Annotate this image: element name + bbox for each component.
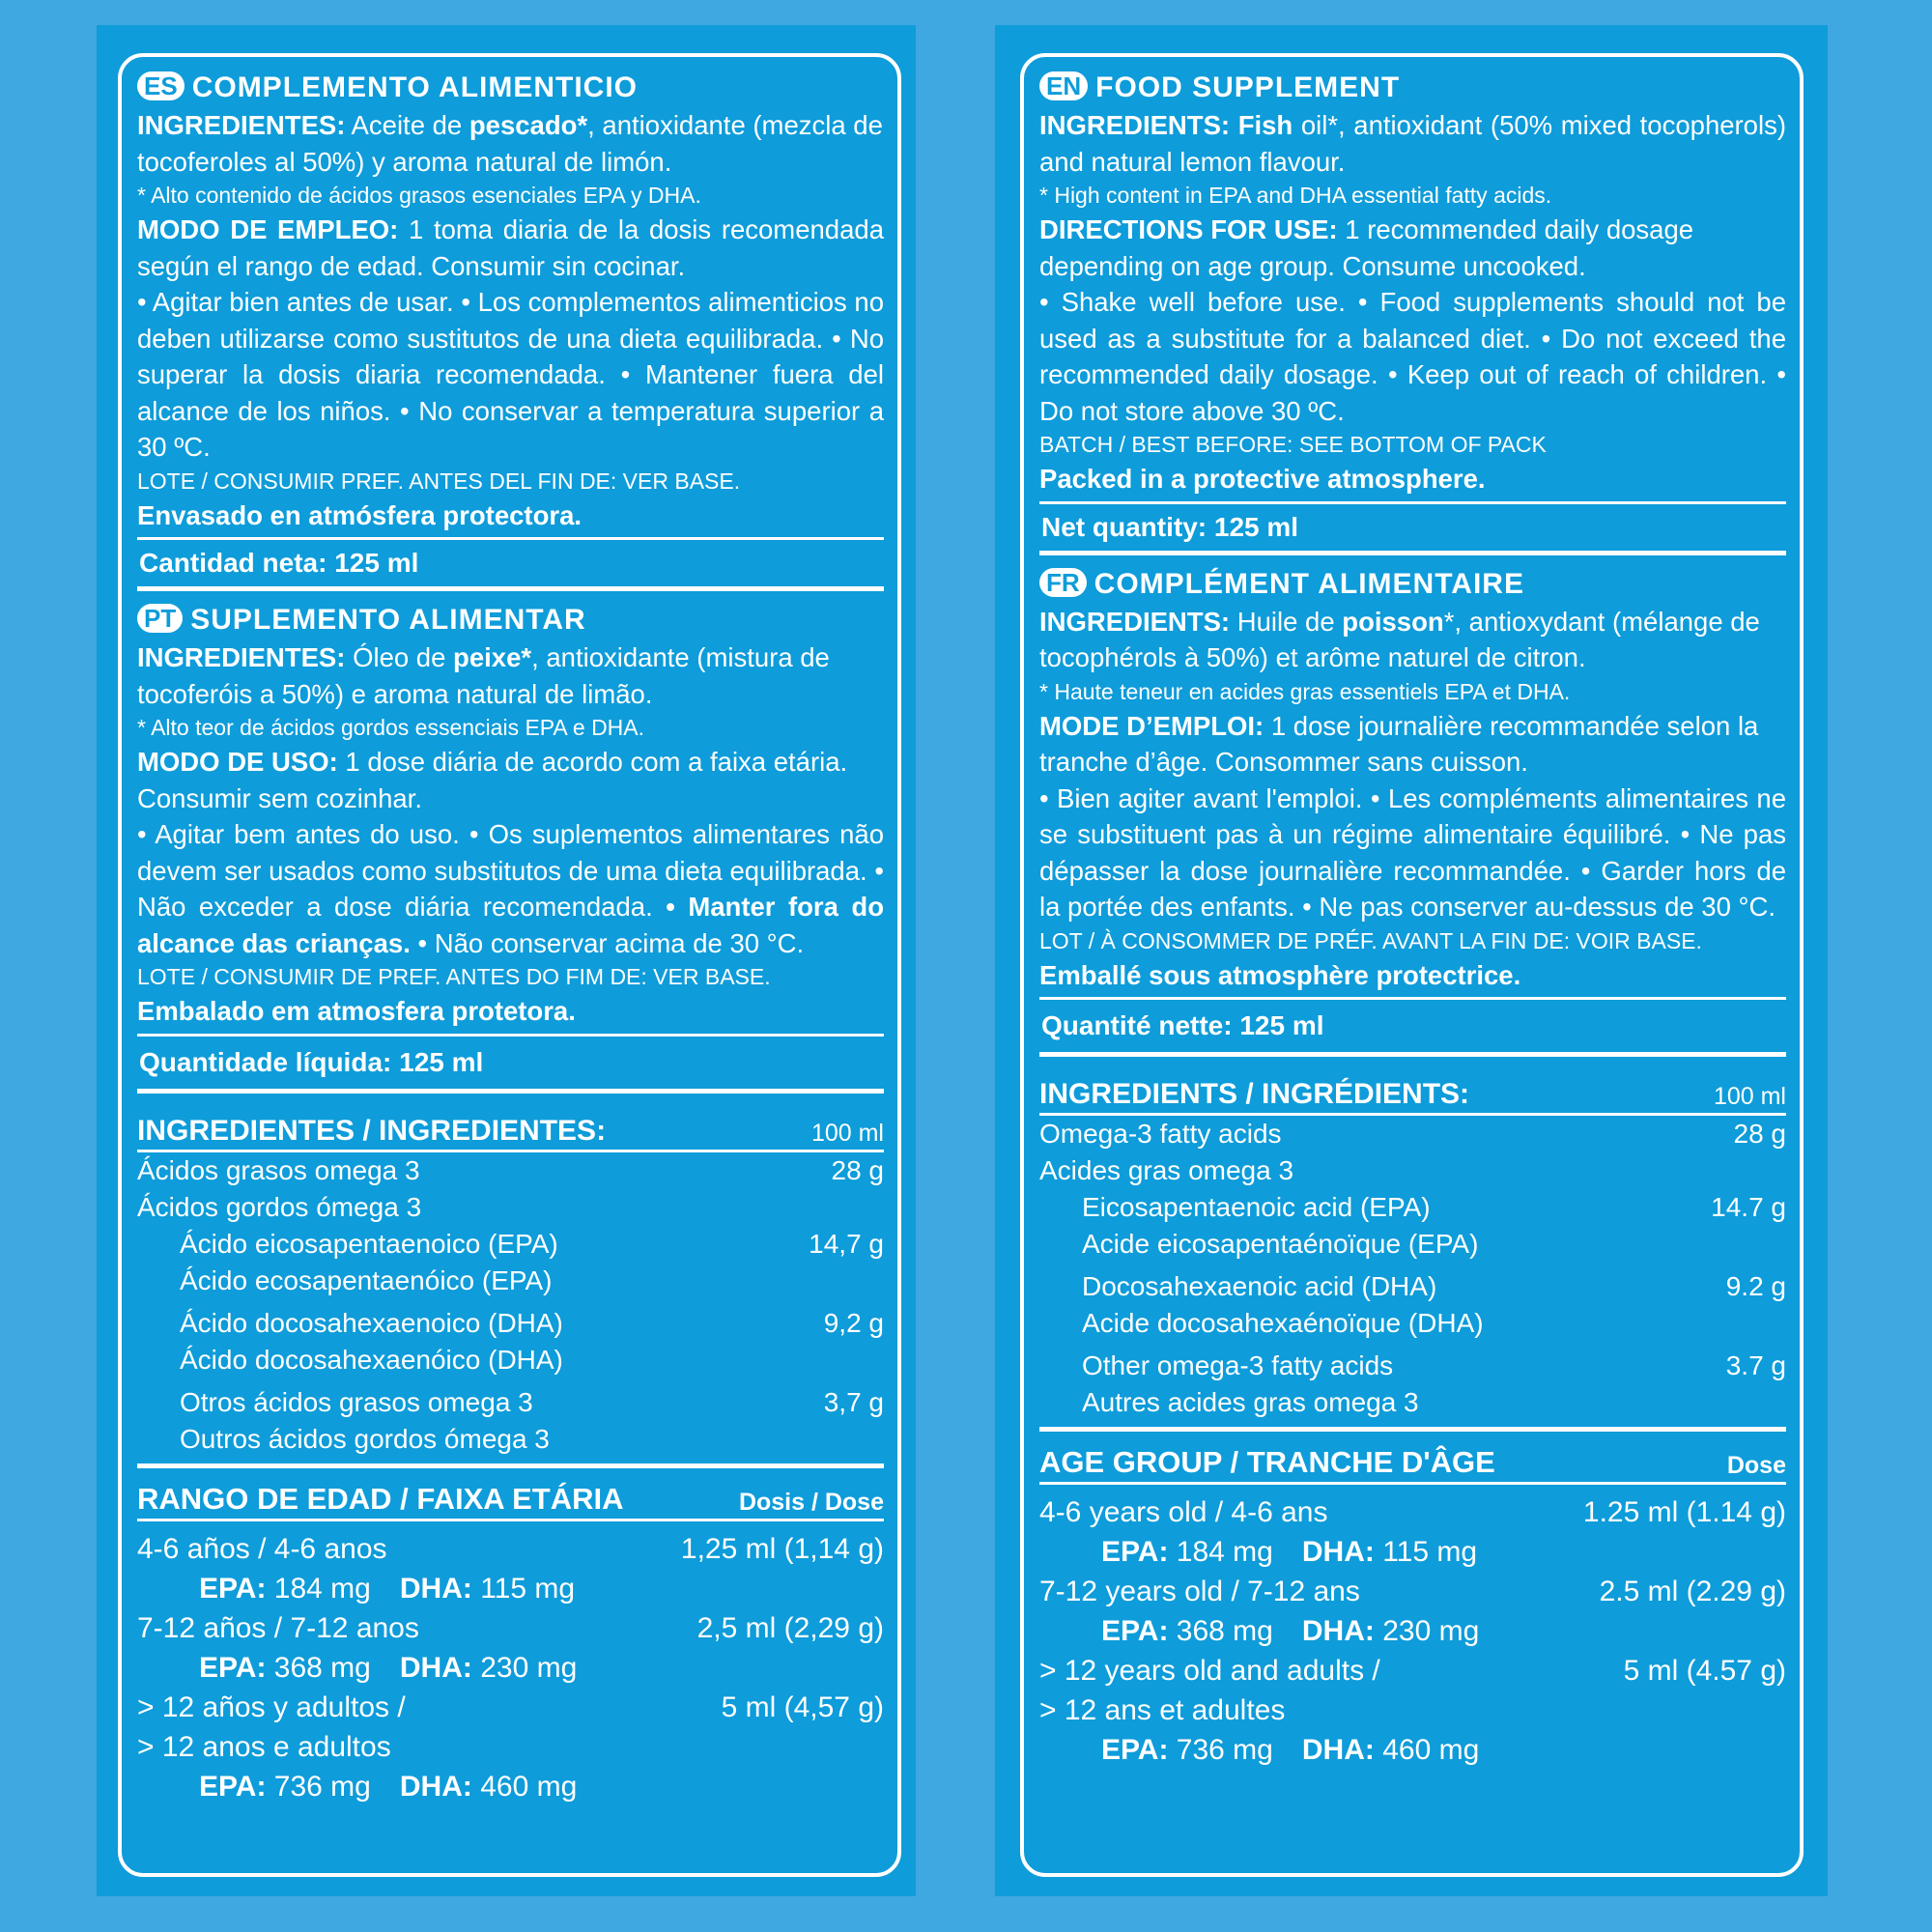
row-label: Ácido docosahexaenóico (DHA) bbox=[180, 1344, 563, 1375]
fr-ingredients-text-b: *, antioxydant (mélange de tocophérols à 50%) et arôme naturel de citron. bbox=[1039, 606, 1760, 672]
en-net-quantity: Net quantity: 125 ml bbox=[1041, 511, 1299, 542]
row-value: 28 g bbox=[831, 1154, 884, 1185]
table-row bbox=[1039, 1305, 1786, 1342]
table-row bbox=[137, 1384, 884, 1421]
table-row bbox=[137, 1226, 884, 1263]
pt-packed: Embalado em atmosfera protetora. bbox=[137, 996, 576, 1026]
age-epa-dha bbox=[1039, 1730, 1786, 1770]
en-packed: Packed in a protective atmosphere. bbox=[1039, 464, 1486, 494]
row-label: Ácido ecosapentaenóico (EPA) bbox=[180, 1264, 553, 1295]
fr-divider-bottom bbox=[1039, 1052, 1786, 1057]
en-directions bbox=[1039, 212, 1786, 284]
table-row bbox=[1039, 1189, 1786, 1226]
fr-packed: Emballé sous atmosphère protectrice. bbox=[1039, 959, 1521, 990]
pt-warnings bbox=[137, 816, 884, 961]
en-ingredients-text-b: oil*, antioxidant (50% mixed tocopherols) and natural lemon flavour. bbox=[1039, 110, 1786, 177]
pt-lot: LOTE / CONSUMIR DE PREF. ANTES DO FIM DE: VER BASE. bbox=[137, 964, 771, 989]
fr-title: COMPLÉMENT ALIMENTAIRE bbox=[1094, 567, 1524, 600]
fr-directions bbox=[1039, 708, 1786, 781]
row-label: Ácido docosahexaenoico (DHA) bbox=[180, 1307, 563, 1338]
pt-directions bbox=[137, 744, 884, 816]
row-label: Autres acides gras omega 3 bbox=[1082, 1387, 1419, 1417]
pt-header bbox=[137, 601, 884, 639]
fr-ingredients-label: INGREDIENTS: bbox=[1039, 606, 1231, 637]
left-age-table bbox=[137, 1468, 884, 1806]
left-age-divider bbox=[137, 1519, 884, 1521]
epa-label: EPA: bbox=[1101, 1615, 1169, 1647]
es-divider-bottom bbox=[137, 586, 884, 591]
dha-value: 230 mg bbox=[480, 1651, 578, 1684]
dha-label: DHA: bbox=[1301, 1615, 1375, 1647]
age-dose: 1,25 ml (1,14 g) bbox=[680, 1532, 884, 1565]
row-label: Acide docosahexaénoïque (DHA) bbox=[1082, 1308, 1484, 1338]
dha-label: DHA: bbox=[399, 1651, 472, 1684]
pt-ingredients-label: INGREDIENTES: bbox=[137, 642, 346, 672]
epa-label: EPA: bbox=[1101, 1536, 1169, 1568]
pt-directions-label: MODO DE USO: bbox=[137, 747, 338, 777]
age-epa-dha bbox=[137, 1767, 884, 1806]
row-label: Docosahexaenoic acid (DHA) bbox=[1082, 1271, 1437, 1301]
right-age-title: AGE GROUP / TRANCHE D'ÂGE bbox=[1039, 1445, 1495, 1479]
age-row bbox=[137, 1529, 884, 1569]
age-dose: 2,5 ml (2,29 g) bbox=[696, 1611, 884, 1644]
left-label-card bbox=[118, 53, 901, 1877]
pt-warnings-text-a: • Agitar bem antes do uso. • Os suplementos alimentares não devem ser usados como substitutos de uma dieta equilibrada. • Não exceder a dose diária recomendada. bbox=[137, 819, 884, 922]
epa-label: EPA: bbox=[199, 1651, 267, 1684]
en-directions-text: 1 recommended daily dosage depending on age group. Consume uncooked. bbox=[1039, 214, 1694, 281]
right-age-header bbox=[1039, 1432, 1786, 1480]
pt-note: * Alto teor de ácidos gordos essenciais EPA e DHA. bbox=[137, 715, 645, 740]
table-row bbox=[1039, 1384, 1786, 1421]
dha-value: 230 mg bbox=[1382, 1615, 1480, 1647]
table-row bbox=[137, 1342, 884, 1378]
fr-header bbox=[1039, 565, 1786, 604]
fr-ingredients-text-a: Huile de bbox=[1230, 606, 1343, 637]
fr-warnings: • Bien agiter avant l'emploi. • Les compléments alimentaires ne se substituent pas à un régime alimentaire équilibré. • Ne pas dépasser la dose journalière recommandée. • Garder hors de la portée des enfants. • Ne pas conserver au-dessus de 30 °C. bbox=[1039, 782, 1786, 922]
es-ingredients-label: INGREDIENTES: bbox=[137, 110, 346, 140]
es-directions-label: MODO DE EMPLEO: bbox=[137, 214, 399, 244]
dha-label: DHA: bbox=[399, 1572, 472, 1605]
row-label: Acides gras omega 3 bbox=[1039, 1155, 1294, 1185]
table-row bbox=[1039, 1348, 1786, 1384]
age-dose: 2.5 ml (2.29 g) bbox=[1599, 1576, 1786, 1607]
age-dose: 5 ml (4,57 g) bbox=[721, 1690, 884, 1723]
age-dose: 5 ml (4.57 g) bbox=[1623, 1655, 1786, 1687]
es-ingredients-text-b: , antioxidante (mezcla de tocoferoles al 50%) y aroma natural de limón. bbox=[137, 110, 883, 177]
es-ingredients-text-a: Aceite de bbox=[345, 110, 469, 140]
pt-net-quantity: Quantidade líquida: 125 ml bbox=[139, 1046, 484, 1077]
left-ingredients-table bbox=[137, 1105, 884, 1468]
age-row bbox=[1039, 1492, 1786, 1532]
row-label: Outros ácidos gordos ómega 3 bbox=[180, 1423, 550, 1454]
age-dose: 1.25 ml (1.14 g) bbox=[1582, 1496, 1786, 1528]
row-value: 14.7 g bbox=[1711, 1192, 1786, 1222]
age-epa-dha bbox=[1039, 1611, 1786, 1651]
es-warnings: • Agitar bien antes de usar. • Los complementos alimenticios no deben utilizarse como sustitutos de una dieta equilibrada. • No superar la dosis diaria recomendada. • Mantener fuera del alcance de los niños. • No conservar a temperatura superior a 30 ºC. bbox=[137, 287, 884, 462]
age-label: > 12 años y adultos / bbox=[137, 1690, 406, 1723]
en-note: * High content in EPA and DHA essential fatty acids. bbox=[1039, 183, 1552, 208]
left-table-title: INGREDIENTES / INGREDIENTES: bbox=[137, 1114, 607, 1147]
age-label: 4-6 años / 4-6 anos bbox=[137, 1532, 387, 1565]
epa-value: 736 mg bbox=[273, 1770, 371, 1803]
age-label: > 12 anos e adultos bbox=[137, 1730, 391, 1763]
en-divider-bottom bbox=[1039, 551, 1786, 555]
pt-ingredients-text-b: , antioxidante (mistura de tocoferóis a 50%) e aroma natural de limão. bbox=[137, 642, 830, 709]
age-label: 7-12 años / 7-12 anos bbox=[137, 1611, 419, 1644]
left-age-header bbox=[137, 1468, 884, 1517]
row-label: Ácidos grasos omega 3 bbox=[137, 1154, 420, 1185]
es-title: COMPLEMENTO ALIMENTICIO bbox=[191, 71, 639, 103]
row-label: Ácido eicosapentaenoico (EPA) bbox=[180, 1228, 558, 1259]
right-age-unit: Dose bbox=[1726, 1452, 1786, 1479]
right-table-title: INGREDIENTS / INGRÉDIENTS: bbox=[1039, 1078, 1470, 1110]
right-ingredients-table bbox=[1039, 1068, 1786, 1432]
fr-ingredients-bold: poisson bbox=[1342, 606, 1444, 637]
age-row bbox=[137, 1688, 884, 1727]
age-row bbox=[1039, 1651, 1786, 1690]
age-label: > 12 ans et adultes bbox=[1039, 1694, 1286, 1726]
row-label: Otros ácidos grasos omega 3 bbox=[180, 1386, 533, 1417]
table-row bbox=[137, 1152, 884, 1189]
es-ingredients-bold: pescado* bbox=[469, 110, 588, 140]
pt-divider-bottom bbox=[137, 1089, 884, 1094]
left-table-unit: 100 ml bbox=[810, 1119, 884, 1147]
row-value: 3.7 g bbox=[1725, 1350, 1786, 1380]
es-header bbox=[137, 69, 884, 107]
left-card-content bbox=[137, 69, 884, 1806]
en-lot: BATCH / BEST BEFORE: SEE BOTTOM OF PACK bbox=[1039, 432, 1547, 457]
epa-value: 184 mg bbox=[273, 1572, 371, 1605]
pt-directions-text: 1 dose diária de acordo com a faixa etária. Consumir sem cozinhar. bbox=[137, 747, 848, 813]
es-badge: ES bbox=[137, 71, 185, 100]
table-row bbox=[137, 1421, 884, 1458]
table-row bbox=[137, 1189, 884, 1226]
age-row bbox=[137, 1727, 884, 1767]
row-label: Eicosapentaenoic acid (EPA) bbox=[1082, 1192, 1431, 1222]
fr-note: * Haute teneur en acides gras essentiels EPA et DHA. bbox=[1039, 678, 1571, 704]
epa-label: EPA: bbox=[199, 1770, 267, 1803]
epa-value: 736 mg bbox=[1176, 1734, 1273, 1766]
right-label-card bbox=[1020, 53, 1804, 1877]
en-warnings: • Shake well before use. • Food supplements should not be used as a substitute for a balanced diet. • Do not exceed the recommended daily dosage. • Keep out of reach of children. • Do not store above 30 ºC. bbox=[1039, 287, 1786, 426]
pt-ingredients bbox=[137, 639, 884, 712]
age-epa-dha bbox=[137, 1648, 884, 1688]
left-age-title: RANGO DE EDAD / FAIXA ETÁRIA bbox=[137, 1481, 624, 1516]
right-age-table bbox=[1039, 1432, 1786, 1770]
fr-directions-text: 1 dose journalière recommandée selon la tranche d’âge. Consommer sans cuisson. bbox=[1039, 710, 1759, 777]
age-label: > 12 years old and adults / bbox=[1039, 1655, 1380, 1687]
en-ingredients-label: INGREDIENTS: bbox=[1039, 110, 1238, 140]
es-section bbox=[137, 69, 884, 591]
left-table-header bbox=[137, 1105, 884, 1148]
fr-ingredients bbox=[1039, 604, 1786, 676]
pt-warnings-bold: • Manter fora do alcance das crianças. bbox=[137, 892, 884, 958]
row-label: Acide eicosapentaénoïque (EPA) bbox=[1082, 1229, 1479, 1259]
pt-warnings-text-b: • Não conservar acima de 30 °C. bbox=[410, 927, 805, 958]
es-directions-text: 1 toma diaria de la dosis recomendada según el rango de edad. Consumir sin cocinar. bbox=[137, 214, 884, 281]
table-row bbox=[1039, 1116, 1786, 1152]
dha-value: 460 mg bbox=[480, 1770, 578, 1803]
epa-label: EPA: bbox=[199, 1572, 267, 1605]
age-row bbox=[137, 1608, 884, 1648]
fr-net-quantity: Quantité nette: 125 ml bbox=[1041, 1010, 1324, 1040]
left-age-unit: Dosis / Dose bbox=[738, 1488, 884, 1516]
en-badge: EN bbox=[1039, 71, 1088, 100]
en-section bbox=[1039, 69, 1786, 555]
row-value: 14,7 g bbox=[809, 1228, 884, 1259]
right-table-unit: 100 ml bbox=[1713, 1083, 1786, 1110]
row-value: 9,2 g bbox=[823, 1307, 884, 1338]
dha-value: 115 mg bbox=[1382, 1536, 1478, 1568]
dha-label: DHA: bbox=[399, 1770, 472, 1803]
en-ingredients bbox=[1039, 107, 1786, 180]
epa-value: 368 mg bbox=[1176, 1615, 1273, 1647]
row-value: 9.2 g bbox=[1725, 1271, 1786, 1301]
es-note: * Alto contenido de ácidos grasos esenciales EPA y DHA. bbox=[137, 183, 701, 208]
right-card-content bbox=[1039, 69, 1786, 1770]
es-packed: Envasado en atmósfera protectora. bbox=[137, 499, 582, 530]
pt-ingredients-bold: peixe* bbox=[453, 642, 532, 672]
age-epa-dha bbox=[137, 1569, 884, 1608]
epa-label: EPA: bbox=[1101, 1734, 1169, 1766]
row-label: Omega-3 fatty acids bbox=[1039, 1119, 1282, 1149]
pt-title: SUPLEMENTO ALIMENTAR bbox=[190, 604, 586, 636]
age-label: 4-6 years old / 4-6 ans bbox=[1039, 1496, 1328, 1528]
fr-badge: FR bbox=[1039, 568, 1087, 597]
age-epa-dha bbox=[1039, 1532, 1786, 1572]
pt-section bbox=[137, 601, 884, 1094]
table-row bbox=[1039, 1152, 1786, 1189]
row-label: Ácidos gordos ómega 3 bbox=[137, 1191, 422, 1222]
age-label: 7-12 years old / 7-12 ans bbox=[1039, 1576, 1360, 1607]
es-directions bbox=[137, 212, 884, 284]
epa-value: 184 mg bbox=[1176, 1536, 1273, 1568]
en-ingredients-bold: Fish bbox=[1237, 110, 1293, 140]
fr-section bbox=[1039, 565, 1786, 1058]
es-lot: LOTE / CONSUMIR PREF. ANTES DEL FIN DE: VER BASE. bbox=[137, 468, 741, 494]
right-table-header bbox=[1039, 1068, 1786, 1111]
age-row bbox=[1039, 1690, 1786, 1730]
row-label: Other omega-3 fatty acids bbox=[1082, 1350, 1394, 1380]
table-row bbox=[1039, 1268, 1786, 1305]
table-row bbox=[1039, 1226, 1786, 1263]
fr-directions-label: MODE D’EMPLOI: bbox=[1039, 710, 1264, 741]
dha-value: 460 mg bbox=[1382, 1734, 1480, 1766]
table-row bbox=[137, 1263, 884, 1299]
fr-lot: LOT / À CONSOMMER DE PRÉF. AVANT LA FIN DE: VOIR BASE. bbox=[1039, 927, 1702, 953]
en-header bbox=[1039, 69, 1786, 107]
pt-badge: PT bbox=[137, 604, 183, 633]
en-directions-label: DIRECTIONS FOR USE: bbox=[1039, 214, 1338, 244]
table-row bbox=[137, 1305, 884, 1342]
row-value: 3,7 g bbox=[823, 1386, 884, 1417]
dha-value: 115 mg bbox=[480, 1572, 576, 1605]
es-net-quantity: Cantidad neta: 125 ml bbox=[139, 548, 419, 578]
dha-label: DHA: bbox=[1301, 1536, 1375, 1568]
row-value: 28 g bbox=[1733, 1119, 1786, 1149]
pt-ingredients-text-a: Óleo de bbox=[345, 642, 454, 672]
right-age-divider bbox=[1039, 1482, 1786, 1485]
age-row bbox=[1039, 1572, 1786, 1611]
dha-label: DHA: bbox=[1301, 1734, 1375, 1766]
en-title: FOOD SUPPLEMENT bbox=[1095, 71, 1401, 103]
es-ingredients bbox=[137, 107, 884, 180]
epa-value: 368 mg bbox=[273, 1651, 371, 1684]
